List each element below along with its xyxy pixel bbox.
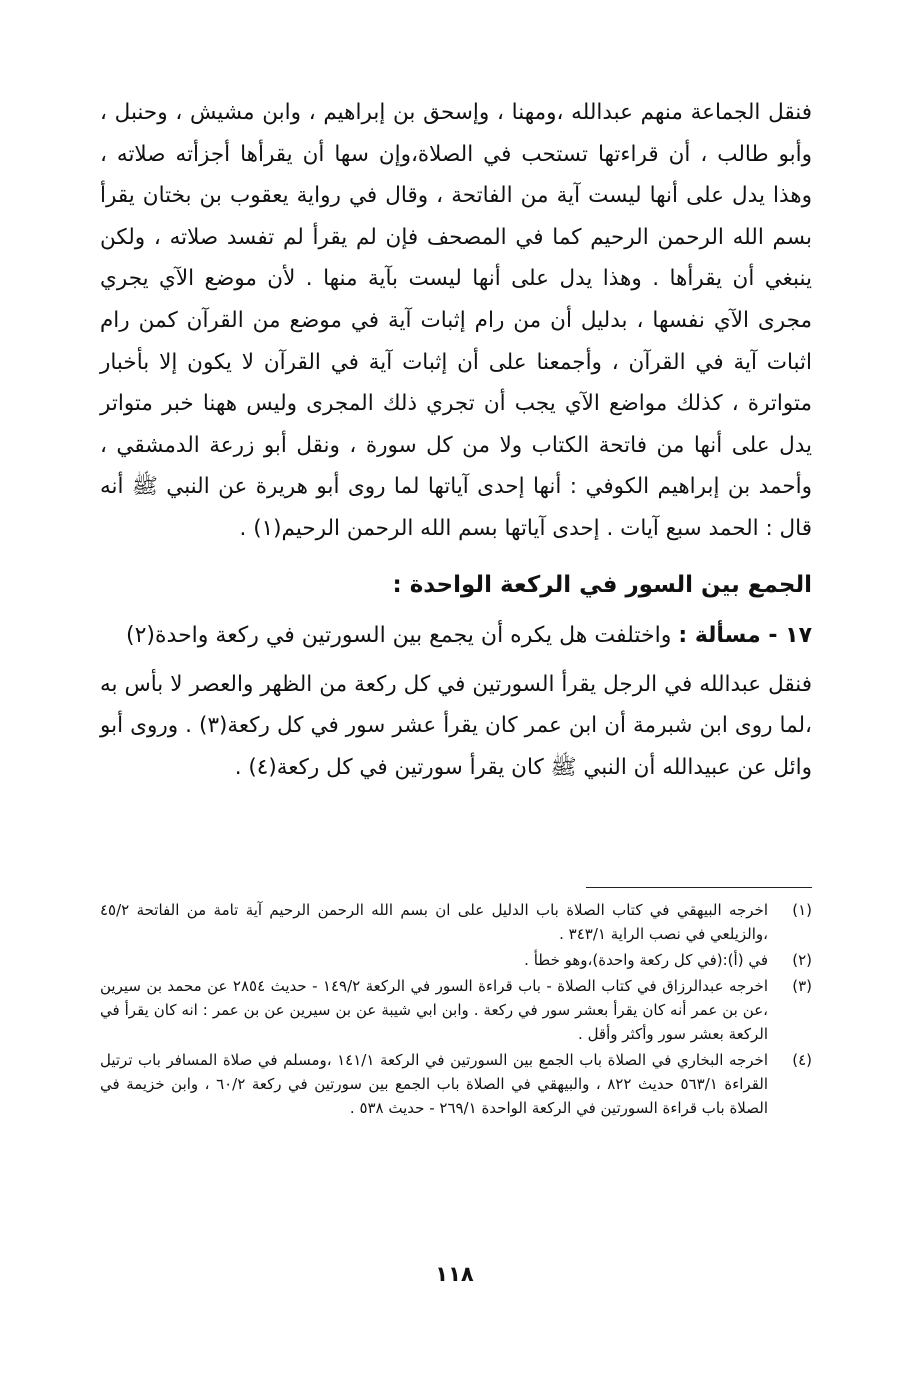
- footnote-4: [100, 1048, 812, 1120]
- question-text: واختلفت هل يكره أن يجمع بين السورتين في ركعة واحدة(٢): [125, 622, 672, 648]
- footnote-number: (٢): [792, 951, 812, 969]
- section-heading: الجمع بين السور في الركعة الواحدة :: [392, 571, 812, 598]
- footnote-1: [100, 898, 812, 946]
- body-paragraph-1: فنقل الجماعة منهم عبدالله ،ومهنا ، وإسحق بن إبراهيم ، وابن مشيش ، وحنبل ، وأبو طالب ، أن قراءتها تستحب في الصلاة،وإن سها أن يقرأها أجزأته صلاته ، وهذا يدل على أنها ليست آية من الفاتحة ، وقال في رواية يعقوب بن بختان يقرأ بسم الله الرحمن الرحيم كما في المصحف فإن لم يقرأ لم تفسد صلاته ، ولكن ينبغي أن يقرأها . وهذا يدل على أنها ليست بآية منها . لأن موضع الآي يجري مجرى الآي نفسها ، بدليل أن من رام إثبات آية في موضع من القرآن كمن رام اثبات آية في القرآن ، وأجمعنا على أن إثبات آية في القرآن لا يكون إلا بأخبار متواترة ، كذلك مواضع الآي يجب أن تجري ذلك المجرى وليس ههنا خبر متواتر يدل على أنها من فاتحة الكتاب ولا من كل سورة ، ونقل أبو زرعة الدمشقي ، وأحمد بن إبراهيم الكوفي : أنها إحدى آياتها لما روى أبو هريرة عن النبي ﷺ أنه قال : الحمد سبع آيات . إحدى آياتها بسم الله الرحمن الرحيم(١) .: [100, 100, 812, 541]
- footnote-number: (٤): [792, 1051, 812, 1069]
- footnote-divider: [586, 887, 812, 888]
- footnote-text: في (أ):(في كل ركعة واحدة)،وهو خطأ .: [524, 951, 768, 969]
- body-paragraph-2: فنقل عبدالله في الرجل يقرأ السورتين في كل ركعة من الظهر والعصر لا بأس به ،لما روى ابن شبرمة أن ابن عمر كان يقرأ عشر سور في كل ركعة(٣) . وروى أبو وائل عن عبيدالله أن النبي ﷺ كان يقرأ سورتين في كل ركعة(٤) .: [100, 671, 812, 780]
- footnote-text: اخرجه البيهقي في كتاب الصلاة باب الدليل على ان بسم الله الرحمن الرحيم آية تامة من الفاتحة ٤٥/٢ ،والزيلعي في نصب الراية ٣٤٣/١ .: [100, 901, 768, 943]
- page-number: ١١٨: [435, 1262, 474, 1286]
- question-number: ١٧ - مسألة :: [678, 622, 812, 648]
- question-17: [100, 614, 812, 658]
- footnote-number: (٣): [792, 977, 812, 995]
- footnote-3: [100, 974, 812, 1046]
- page-content: [100, 92, 812, 788]
- footnote-text: اخرجه البخاري في الصلاة باب الجمع بين السورتين في الركعة ١٤١/١ ،ومسلم في صلاة المسافر باب ترتيل القراءة ٥٦٣/١ حديث ٨٢٢ ، والبيهقي في الصلاة باب الجمع بين سورتين في ركعة ٦٠/٢ ، وابن خزيمة في الصلاة باب قراءة السورتين في الركعة الواحدة ٢٦٩/١ - حديث ٥٣٨ .: [100, 1051, 769, 1117]
- footnote-2: [100, 948, 812, 972]
- footnote-text: اخرجه عبدالرزاق في كتاب الصلاة - باب قراءة السور في الركعة ١٤٩/٢ - حديث ٢٨٥٤ عن محمد بن سيرين ،عن بن عمر أنه كان يقرأ بعشر سور في ركعة . وابن ابي شيبة عن بن سيرين عن بن عمر : انه كان يقرأ في الركعة بعشر سور وأكثر وأقل .: [100, 977, 768, 1043]
- footnote-number: (١): [792, 901, 812, 919]
- footnotes: [100, 898, 812, 1122]
